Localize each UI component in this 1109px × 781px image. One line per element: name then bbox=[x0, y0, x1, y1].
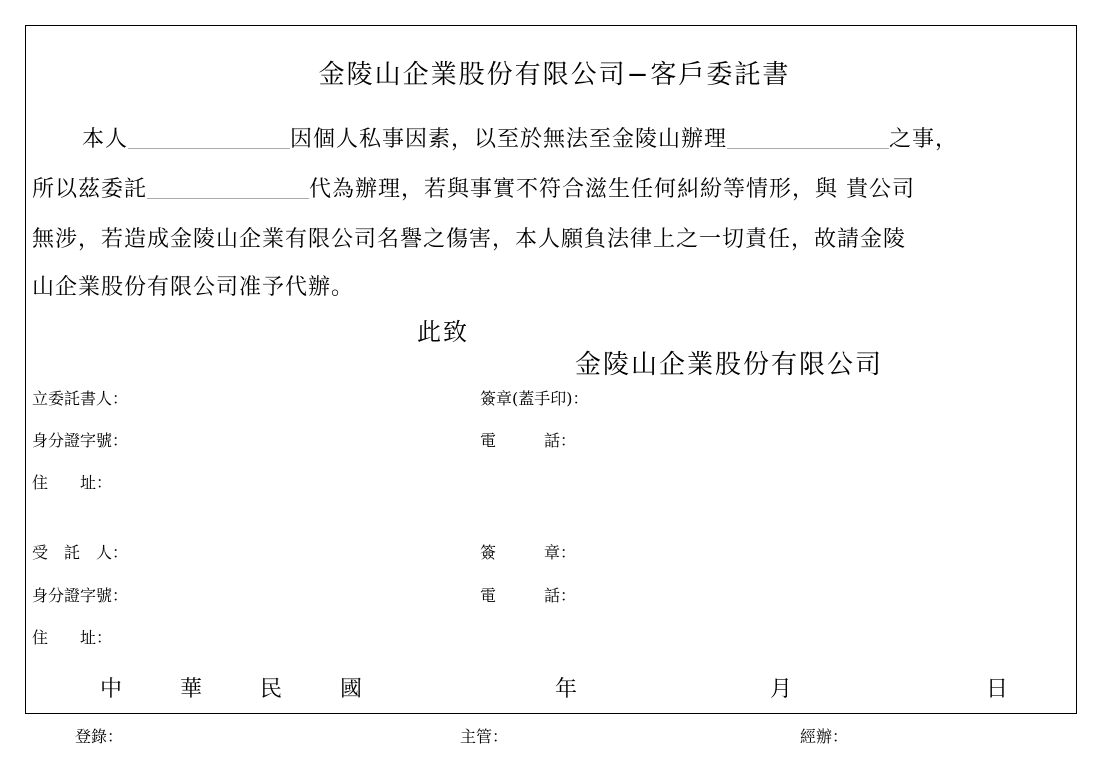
text-entrust: 所以茲委託 bbox=[32, 177, 148, 202]
principal-address-label: 住 址： bbox=[32, 473, 113, 492]
blank-agent-name[interactable] bbox=[147, 176, 309, 199]
date-char-1: 中 bbox=[100, 677, 123, 702]
blank-principal-name[interactable] bbox=[128, 126, 290, 149]
principal-id-label: 身分證字號： bbox=[32, 431, 129, 450]
date-char-3: 民 bbox=[260, 677, 283, 702]
body-line-2 bbox=[32, 172, 915, 203]
recipient-company: 金陵山企業股份有限公司 bbox=[575, 350, 884, 380]
agent-phone-label: 電 話： bbox=[480, 586, 577, 605]
footer-registered: 登錄： bbox=[75, 727, 124, 746]
date-month: 月 bbox=[770, 677, 793, 702]
body-line-4: 山企業股份有限公司准予代辦。 bbox=[32, 275, 355, 300]
footer-handler: 經辦： bbox=[800, 727, 849, 746]
form-title: 金陵山企業股份有限公司−客戶委託書 bbox=[318, 60, 791, 90]
footer-supervisor: 主管： bbox=[460, 727, 509, 746]
text-matter-end: 之事， bbox=[889, 127, 959, 152]
closing-salutation: 此致 bbox=[417, 318, 469, 346]
principal-name-label: 立委託書人： bbox=[32, 389, 129, 408]
principal-seal-label: 簽章(蓋手印)： bbox=[480, 389, 589, 408]
body-line-1 bbox=[82, 122, 958, 153]
agent-name-label: 受 託 人： bbox=[32, 543, 129, 562]
agent-address-label: 住 址： bbox=[32, 628, 113, 647]
agent-id-label: 身分證字號： bbox=[32, 586, 129, 605]
date-char-2: 華 bbox=[180, 677, 203, 702]
text-principal: 本人 bbox=[82, 127, 129, 152]
date-char-4: 國 bbox=[340, 677, 363, 702]
text-reason: 因個人私事因素，以至於無法至金陵山辦理 bbox=[290, 127, 728, 152]
text-handle: 代為辦理，若與事實不符合滋生任何糾紛等情形，與 貴公司 bbox=[309, 177, 916, 202]
date-year: 年 bbox=[555, 677, 578, 702]
date-day: 日 bbox=[986, 677, 1009, 702]
agent-seal-label: 簽 章： bbox=[480, 543, 577, 562]
body-line-3: 無涉，若造成金陵山企業有限公司名譽之傷害，本人願負法律上之一切責任，故請金陵 bbox=[32, 227, 907, 252]
blank-matter[interactable] bbox=[727, 126, 889, 149]
principal-phone-label: 電 話： bbox=[480, 431, 577, 450]
